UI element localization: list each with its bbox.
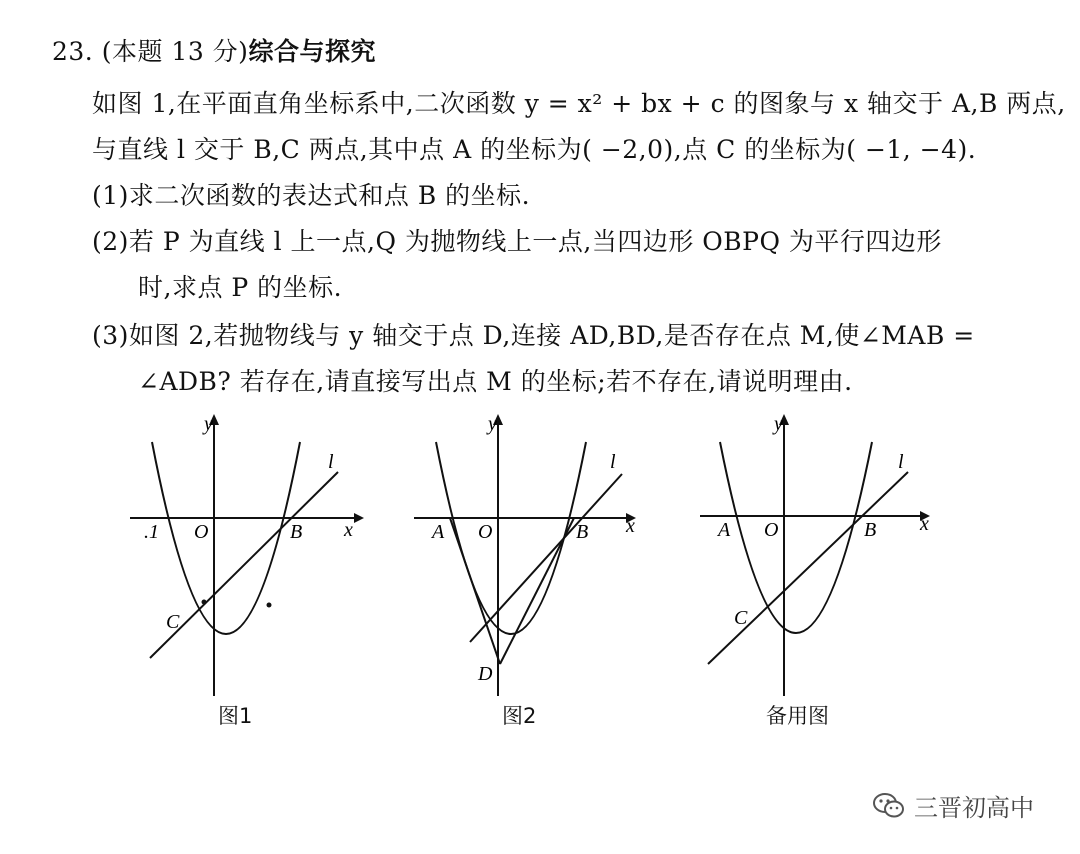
line-l xyxy=(470,474,622,642)
parabola xyxy=(152,442,303,634)
problem-topic: 综合与探究 xyxy=(248,37,376,66)
line-l-label: l xyxy=(610,451,616,473)
x-label: x xyxy=(920,513,929,535)
y-label: y xyxy=(774,413,783,435)
y-label: y xyxy=(488,413,497,435)
question-2-line-1: (2)若 P 为直线 l 上一点,Q 为抛物线上一点,当四边形 OBPQ 为平行四边形 xyxy=(92,227,942,256)
point-b-label: B xyxy=(290,521,303,543)
watermark-text: 三晋初高中 xyxy=(914,794,1034,822)
figure-2 xyxy=(412,412,662,706)
figure-2-graph xyxy=(412,412,662,702)
y-label: y xyxy=(204,413,213,435)
intro-line-1: 如图 1,在平面直角坐标系中,二次函数 y = x² + bx + c 的图象与 x 轴交于 A,B 两点, xyxy=(92,89,1066,118)
point-a-label: A xyxy=(718,519,731,541)
x-label: x xyxy=(626,515,635,537)
segment-ad xyxy=(450,518,500,664)
point-a-label: .1 xyxy=(144,521,159,543)
intro-line-2: 与直线 l 交于 B,C 两点,其中点 A 的坐标为( −2,0),点 C 的坐标为( −1, −4). xyxy=(92,135,977,164)
point-a-label: A xyxy=(432,521,445,543)
dot-marker xyxy=(267,603,272,608)
x-axis-arrow xyxy=(354,513,364,523)
dot-marker xyxy=(202,600,207,605)
line-l xyxy=(708,472,908,664)
x-label: x xyxy=(344,519,353,541)
origin-label: O xyxy=(764,519,779,541)
figure-1-caption: 图1 xyxy=(218,704,253,728)
line-l-label: l xyxy=(898,451,904,473)
figure-backup-graph xyxy=(698,412,948,702)
problem-score: (本题 13 分) xyxy=(101,37,249,66)
figure-backup xyxy=(698,412,948,706)
question-2-line-2: 时,求点 P 的坐标. xyxy=(138,273,343,302)
figure-1 xyxy=(128,412,378,706)
parabola xyxy=(720,442,872,633)
origin-label: O xyxy=(194,521,209,543)
wechat-icon xyxy=(872,791,906,821)
line-l-label: l xyxy=(328,451,334,473)
point-d-label: D xyxy=(478,663,493,685)
problem-title xyxy=(52,32,376,68)
figure-2-caption: 图2 xyxy=(502,704,537,728)
point-c-label: C xyxy=(734,607,748,629)
watermark xyxy=(872,788,1034,823)
point-b-label: B xyxy=(864,519,877,541)
point-b-label: B xyxy=(576,521,589,543)
question-3-line-2: ∠ADB? 若存在,请直接写出点 M 的坐标;若不存在,请说明理由. xyxy=(138,367,853,396)
problem-number: 23. xyxy=(52,37,94,66)
point-c-label: C xyxy=(166,611,180,633)
question-1: (1)求二次函数的表达式和点 B 的坐标. xyxy=(92,181,531,210)
figure-1-graph xyxy=(128,412,378,702)
origin-label: O xyxy=(478,521,493,543)
question-3-line-1: (3)如图 2,若抛物线与 y 轴交于点 D,连接 AD,BD,是否存在点 M,使∠MAB = xyxy=(92,321,975,350)
figure-backup-caption: 备用图 xyxy=(766,704,829,728)
segment-bd xyxy=(500,518,574,664)
